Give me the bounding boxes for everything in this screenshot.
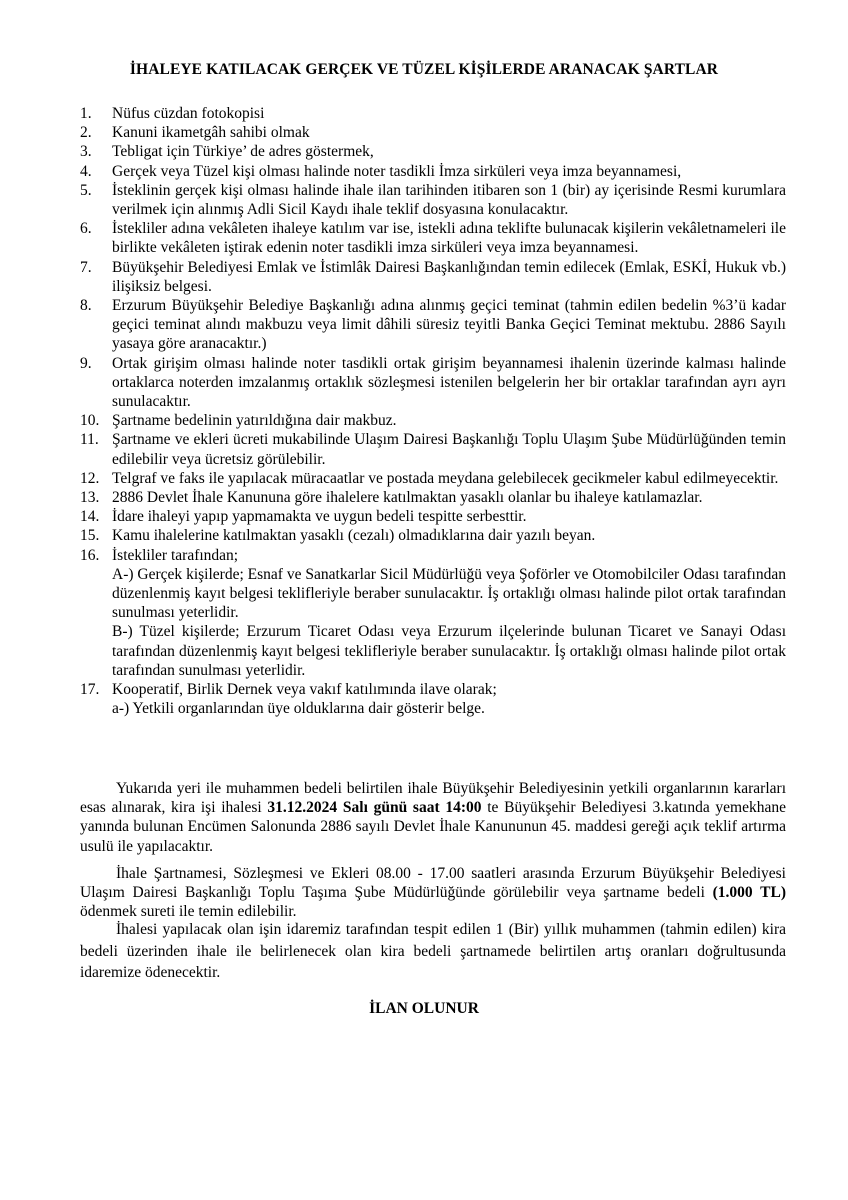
payment-paragraph: İhalesi yapılacak olan işin idaremiz tarafından tespit edilen 1 (Bir) yıllık muhammen (tahmin edilen) kira bedeli üzerinden ihale ile belirlenecek olan kira bedeli şartnamede belirtilen artış oranları doğrultusunda idaremize ödenecektir.: [80, 921, 786, 981]
condition-item: [80, 546, 786, 680]
condition-subitem-a: a-) Yetkili organlarından üye olduklarına dair gösterir belge.: [112, 700, 485, 718]
condition-number: 11.: [80, 431, 99, 449]
condition-number: 10.: [80, 412, 100, 430]
condition-number: 9.: [80, 354, 92, 372]
condition-text: Erzurum Büyükşehir Belediye Başkanlığı adına alınmış geçici teminat (tahmin edilen bedelin %3’ü kadar geçici teminat alındı makbuzu veya limit dâhili süresiz teyitli Banka Geçici Teminat mektubu. 2886 Sayılı yasaya göre aranacaktır.): [112, 297, 786, 353]
condition-number: 4.: [80, 162, 92, 180]
auction-info-text: Yukarıda yeri ile muhammen bedeli belirtilen ihale Büyükşehir Belediyesinin yetkili organlarının kararları esas alınarak, kira işi ihalesi: [80, 780, 786, 817]
condition-text: Şartname bedelinin yatırıldığına dair makbuz.: [112, 412, 397, 430]
condition-item: [80, 507, 786, 526]
condition-item: [80, 296, 786, 354]
condition-text: Büyükşehir Belediyesi Emlak ve İstimlâk Dairesi Başkanlığından temin edilecek (Emlak, ESKİ, Hukuk vb.) ilişiksiz belgesi.: [112, 258, 786, 295]
condition-number: 15.: [80, 527, 100, 545]
condition-item: [80, 680, 786, 718]
condition-text: Nüfus cüzdan fotokopisi: [112, 105, 265, 122]
auction-info-paragraph: [80, 779, 786, 856]
condition-subitem-a: A-) Gerçek kişilerde; Esnaf ve Sanatkarlar Sicil Müdürlüğü veya Şoförler ve Otomobilciler Odası tarafından düzenlenmiş kayıt belgesi teklifleriyle beraber sunulacaktır. İş ortaklığı olması halinde pilot ortak tarafından sunulması yeterlidir.: [112, 565, 786, 622]
condition-number: 16.: [80, 546, 100, 564]
condition-item: [80, 411, 786, 430]
condition-item: [80, 469, 786, 488]
condition-number: 6.: [80, 220, 92, 238]
condition-number: 3.: [80, 143, 92, 161]
condition-text: Telgraf ve faks ile yapılacak müracaatlar ve postada meydana gelebilecek gecikmeler kabul edilmeyecektir.: [112, 469, 779, 487]
condition-item: [80, 162, 786, 181]
condition-item: [80, 142, 786, 161]
condition-text: Gerçek veya Tüzel kişi olması halinde noter tasdikli İmza sirküleri veya imza beyannamesi,: [112, 162, 682, 180]
specification-paragraph: [80, 864, 786, 922]
condition-text: Şartname ve ekleri ücreti mukabilinde Ulaşım Dairesi Başkanlığı Toplu Ulaşım Şube Müdürlüğünden temin edilebilir veya ücretsiz görülebilir.: [112, 431, 786, 468]
condition-text: Tebligat için Türkiye’ de adres göstermek,: [112, 143, 374, 161]
condition-text: Kooperatif, Birlik Dernek veya vakıf katılımında ilave olarak;: [112, 681, 497, 699]
condition-subitem-b: B-) Tüzel kişilerde; Erzurum Ticaret Odası veya Erzurum ilçelerinde bulunan Ticaret ve Sanayi Odası tarafından düzenlenmiş kayıt belgesi teklifleriyle beraber sunulacaktır. İş ortaklığı olması halinde pilot ortak tarafından sunulması yeterlidir.: [112, 623, 786, 679]
document-title: İHALEYE KATILACAK GERÇEK VE TÜZEL KİŞİLERDE ARANACAK ŞARTLAR: [129, 61, 719, 78]
condition-item: [80, 104, 786, 123]
condition-number: 13.: [80, 489, 100, 507]
condition-item: [80, 430, 786, 468]
auction-datetime: 31.12.2024 Salı günü saat 14:00: [267, 799, 482, 817]
condition-item: [80, 488, 786, 507]
condition-number: 12.: [80, 469, 100, 487]
condition-text: İstekliler tarafından;: [112, 546, 239, 564]
condition-item: [80, 354, 786, 412]
condition-item: [80, 181, 786, 219]
condition-text: Ortak girişim olması halinde noter tasdikli ortak girişim beyannamesi ihalenin üzerinde kalması halinde ortaklarca noterden imzalanmış ortaklık sözleşmesi istenilen belgelerin her bir ortaklar tarafından ayrı ayrı sunulacaktır.: [112, 354, 786, 411]
specification-text: İhale Şartnamesi, Sözleşmesi ve Ekleri 08.00 - 17.00 saatleri arasında Erzurum Büyükşehir Belediyesi Ulaşım Dairesi Başkanlığı Toplu Taşıma Şube Müdürlüğünde görülebilir veya şartname bedeli: [80, 865, 786, 902]
auction-info-text-end: te Büyükşehir Belediyesi 3.katında yemekhane yanında bulunan Encümen Salonunda 2886 sayılı Devlet İhale Kanununun 45. maddesi gereği açık teklif artırma usulü ile yapılacaktır.: [80, 799, 786, 855]
closing-announcement: İLAN OLUNUR: [369, 1000, 479, 1017]
condition-item: [80, 219, 786, 257]
condition-text: İsteklinin gerçek kişi olması halinde ihale ilan tarihinden itibaren son 1 (bir) ay içerisinde Resmi kurumlara verilmek için alınmış Adli Sicil Kaydı ihale teklif dosyasına konulacaktır.: [112, 181, 786, 219]
condition-number: 8.: [80, 297, 92, 315]
condition-number: 14.: [80, 508, 100, 526]
condition-item: [80, 526, 786, 545]
condition-text: İstekliler adına vekâleten ihaleye katılım var ise, istekli adına teklifte bulunacak kişilerin vekâletnameleri ile birlikte vekâleten iştirak edenin noter tasdikli imza sirküleri veya imza beyannamesi.: [112, 220, 786, 257]
condition-number: 7.: [80, 258, 92, 276]
condition-text: Kamu ihalelerine katılmaktan yasaklı (cezalı) olmadıklarına dair yazılı beyan.: [112, 527, 596, 545]
specification-text-end: ödenmek sureti ile temin edilebilir.: [80, 903, 297, 921]
condition-text: Kanuni ikametgâh sahibi olmak: [112, 124, 310, 142]
condition-item: [80, 258, 786, 296]
condition-text: 2886 Devlet İhale Kanununa göre ihalelere katılmaktan yasaklı olanlar bu ihaleye katılamazlar.: [112, 489, 703, 507]
conditions-list: [80, 104, 786, 719]
condition-item: [80, 123, 786, 142]
condition-text: İdare ihaleyi yapıp yapmamakta ve uygun bedeli tespitte serbesttir.: [112, 508, 527, 526]
condition-number: 5.: [80, 181, 92, 199]
condition-number: 1.: [80, 105, 92, 122]
condition-number: 2.: [80, 124, 92, 142]
specification-fee: (1.000 TL): [712, 884, 786, 902]
condition-number: 17.: [80, 681, 100, 699]
